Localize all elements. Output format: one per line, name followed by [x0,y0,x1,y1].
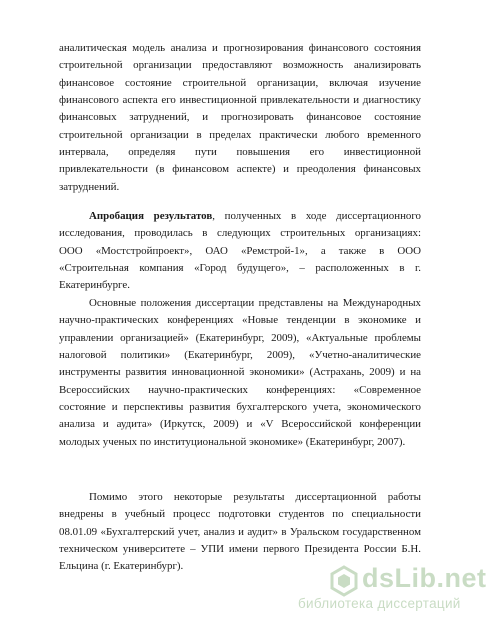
approbation-line-rest: , полученных в ходе диссертационного [212,210,421,222]
approbation-heading: Апробация результатов [89,210,213,222]
text-line: молодых ученых по институциональной экономике» (Екатеринбург, 2007). [59,435,406,448]
text-line: затруднений. [59,180,120,193]
paragraph-conferences [59,295,421,451]
text-line: финансового аспекта его инвестиционной привлекательности и диагностику [59,94,421,107]
text-line: финансовых затруднений, и прогнозировать финансовое состояние [59,111,421,124]
text-line: строительной организации предоставляют возможность анализировать [59,59,421,72]
text-line: Всероссийских научно-практических конференциях: «Современное [59,383,421,396]
text-line: ООО «Мостстройпроект», ОАО «Ремстрой-1», а также в ООО [59,244,421,257]
text-line: анализа и аудита» (Иркутск, 2009) и «V Всероссийской конференции [59,418,421,431]
text-line: состояние и перспективы развития бухгалтерского учета, экономического [59,401,421,414]
text-line: «Строительная компания «Город будущего», – расположенных в г. [59,262,421,275]
text-line: Екатеринбурге. [59,279,130,292]
text-line: внедрены в учебный процесс подготовки студентов по специальности [59,508,421,521]
text-line: строительной организации в пределах практически любого временного [59,128,421,141]
watermark-subtitle: библиотека диссертаций [298,596,461,611]
text-line: Ельцина (г. Екатеринбург). [59,560,184,573]
text-line: финансовое состояние строительной организации, включая изучение [59,76,421,89]
text-line [59,208,421,225]
paragraph-model-description [59,40,421,196]
paragraph-approbation [59,208,421,295]
text-line: налоговой политики» (Екатеринбург, 2009), «Учетно-аналитические [59,349,421,362]
text-line: Помимо этого некоторые результаты диссертационной работы [89,491,421,503]
text-line: 08.01.09 «Бухгалтерский учет, анализ и аудит» в Уральском государственном [59,525,421,538]
watermark-name: dsLib.net [362,563,487,593]
text-line: управлении организацией» (Екатеринбург, 2009), «Актуальные проблемы [59,331,421,344]
dslib-logo-icon [329,565,359,597]
text-line: исследования, проводилась в следующих строительных организациях: [59,227,421,240]
text-line: Основные положения диссертации представлены на Международных [89,297,421,309]
text-line: инструменты развития инновационной экономики» (Астрахань, 2009) и на [59,366,421,379]
text-line: аналитическая модель анализа и прогнозирования финансового состояния [59,42,421,54]
text-line: техническом университете – УПИ имени первого Президента России Б.Н. [59,543,421,556]
text-line: привлекательности (в финансовом аспекте) и преодоления финансовых [59,163,421,176]
text-line: научно-практических конференциях «Новые тенденции в экономике и [59,314,421,327]
dslib-watermark [296,563,487,619]
text-line: интервала, определяя пути повышения его инвестиционной [59,146,421,159]
